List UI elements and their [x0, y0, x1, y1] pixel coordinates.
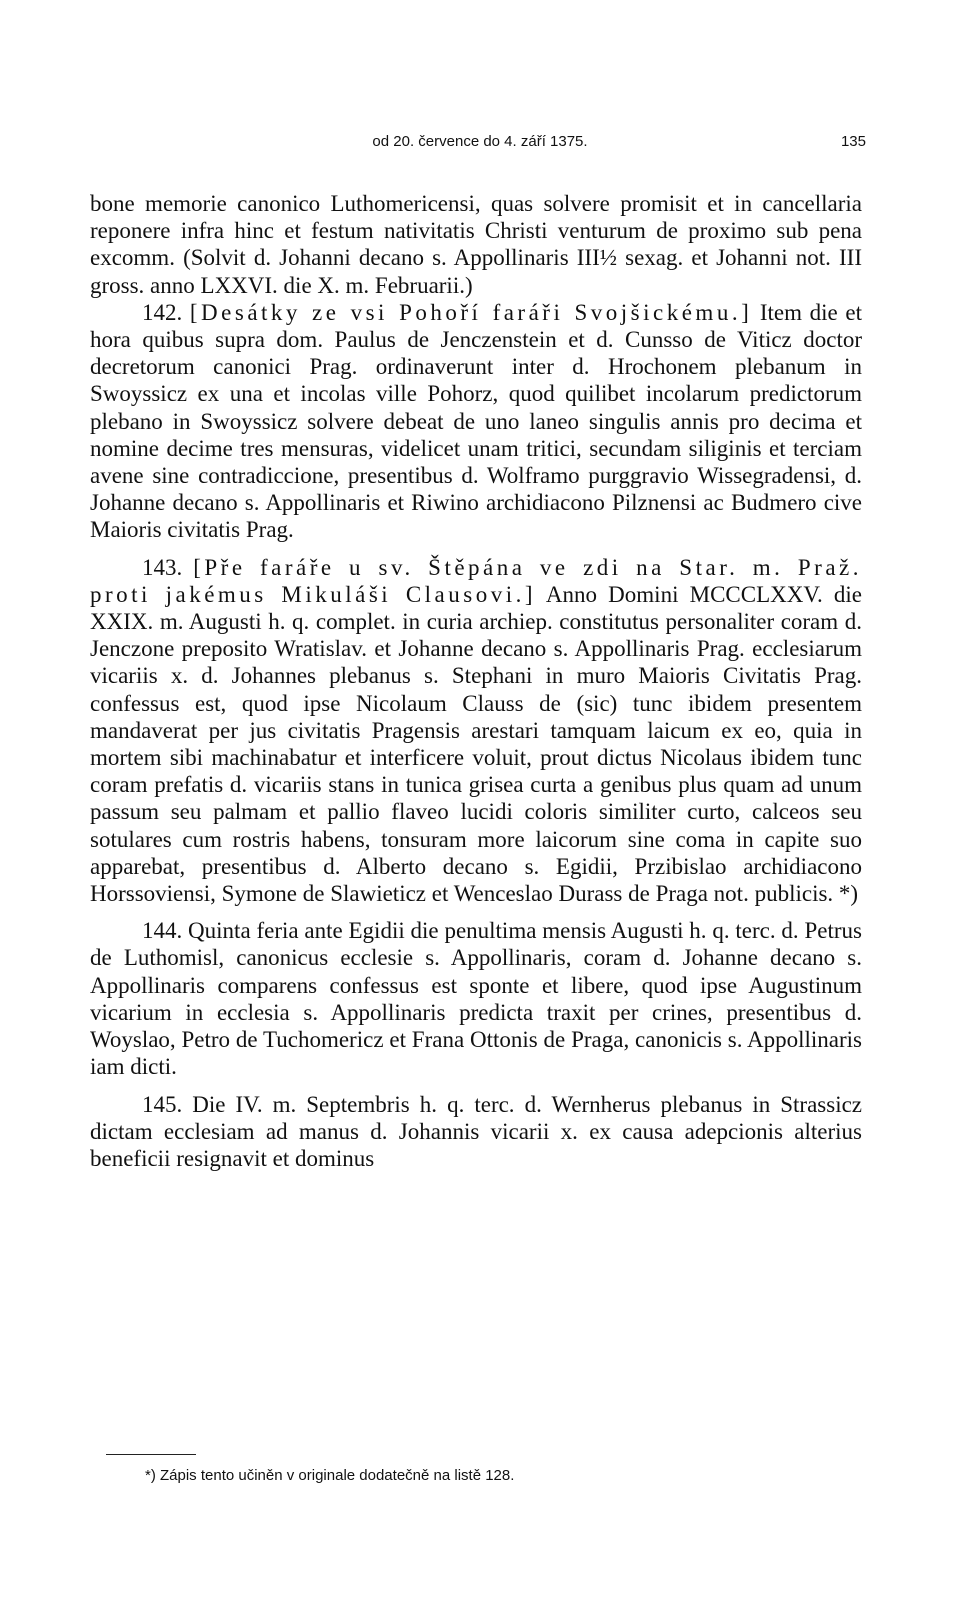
page-number: 135: [840, 133, 866, 150]
entry-143: [90, 554, 862, 908]
entry-142: [90, 299, 862, 544]
entry-145: 145. Die IV. m. Septembris h. q. terc. d. Wernherus plebanus in Strassicz dictam ecclesiam ad manus d. Johannis vicarii x. ex causa adepcionis alterius beneficii resignavit et dominus: [90, 1091, 862, 1171]
footnote: *) Zápis tento učiněn v originale dodatečně na listě 128.: [145, 1467, 515, 1484]
page-header: [90, 133, 870, 155]
entry-142-text: Item die et hora quibus supra dom. Paulus de Jenczenstein et d. Cunsso de Viticz doctor decretorum canonici Prag. ordinaverunt inter d. Hrochonem plebanum in Swoyssicz ex una et incolas ville Pohorz, quod quilibet incolarum predictorum plebano in Swoyssicz solvere debeat de uno laneo singulis annis pro decima et nomine decime tres mensuras, videlicet unam tritici, secundam siliginis et terciam avene sine contradiccione, presentibus d. Wolframo purggravio Wissegradensi, d. Johanne decano s. Appollinaris et Riwino archidiacono Pilznensi ac Budmero cive Maioris civitatis Prag.: [90, 299, 862, 543]
entry-144: 144. Quinta feria ante Egidii die penultima mensis Augusti h. q. terc. d. Petrus de Luthomisl, canonicus ecclesie s. Appollinaris, coram d. Johanne decano s. Appollinaris comparens confessus est sponte et libere, quod ipse Augustinum vicarium in ecclesia s. Appollinaris predicta traxit per crines, presentibus d. Woyslao, Petro de Tuchomericz et Frana Ottonis de Praga, canonicis s. Appollinaris iam dicti.: [90, 918, 862, 1080]
entry-143-title: [Pře faráře u sv. Štěpána ve zdi na Star. m. Praž. proti jakémus Mikuláši Clausovi.]: [90, 554, 863, 607]
entry-143-text: Anno Domini MCCCLXXV. die XXIX. m. Augusti h. q. complet. in curia archiep. constitutus personaliter coram d. Jenczone preposito Wratislav. et Johanne decano s. Appollinaris Prag. ecclesiarum vicariis x. d. Johannes plebanus s. Stephani in muro Maioris Civitatis Prag. confessus est, quod ipse Nicolaum Clauss de (sic) tunc ibidem presentem mandaverat per jus civitatis Pragensis arestari tamquam laicum ex eo, quia in mortem sibi machinabatur et interficere voluit, prout dictus Nicolaus ibidem tunc coram prefatis d. vicariis stans in tunica grisea curta a genibus plus quam ad unum passum seu palmam et pallio flaveo lucidi coloris similiter curto, calceos seu sotulares cum rostris habens, tonsuram more laicorum sine coma in capite suo apparebat, presentibus d. Alberto decano s. Egidii, Przibislao archidiacono Horssoviensi, Symone de Slawieticz et Wenceslao Durass de Praga not. publicis. *): [90, 581, 863, 907]
entry-142-title: [Desátky ze vsi Pohoří faráři Svojšickému.]: [189, 299, 753, 325]
running-title: od 20. července do 4. září 1375.: [372, 133, 588, 150]
body-text: [90, 190, 862, 1172]
footnote-divider: [106, 1454, 196, 1455]
entry-142-number: 142.: [142, 299, 190, 325]
entry-143-number: 143.: [142, 554, 194, 580]
continuation-paragraph: bone memorie canonico Luthomericensi, quas solvere promisit et in cancellaria reponere infra hinc et festum nativitatis Christi venturum de proximo sub pena excomm. (Solvit d. Johanni decano s. Appollinaris III½ sexag. et Johanni not. III gross. anno LXXVI. die X. m. Februarii.): [90, 191, 862, 298]
